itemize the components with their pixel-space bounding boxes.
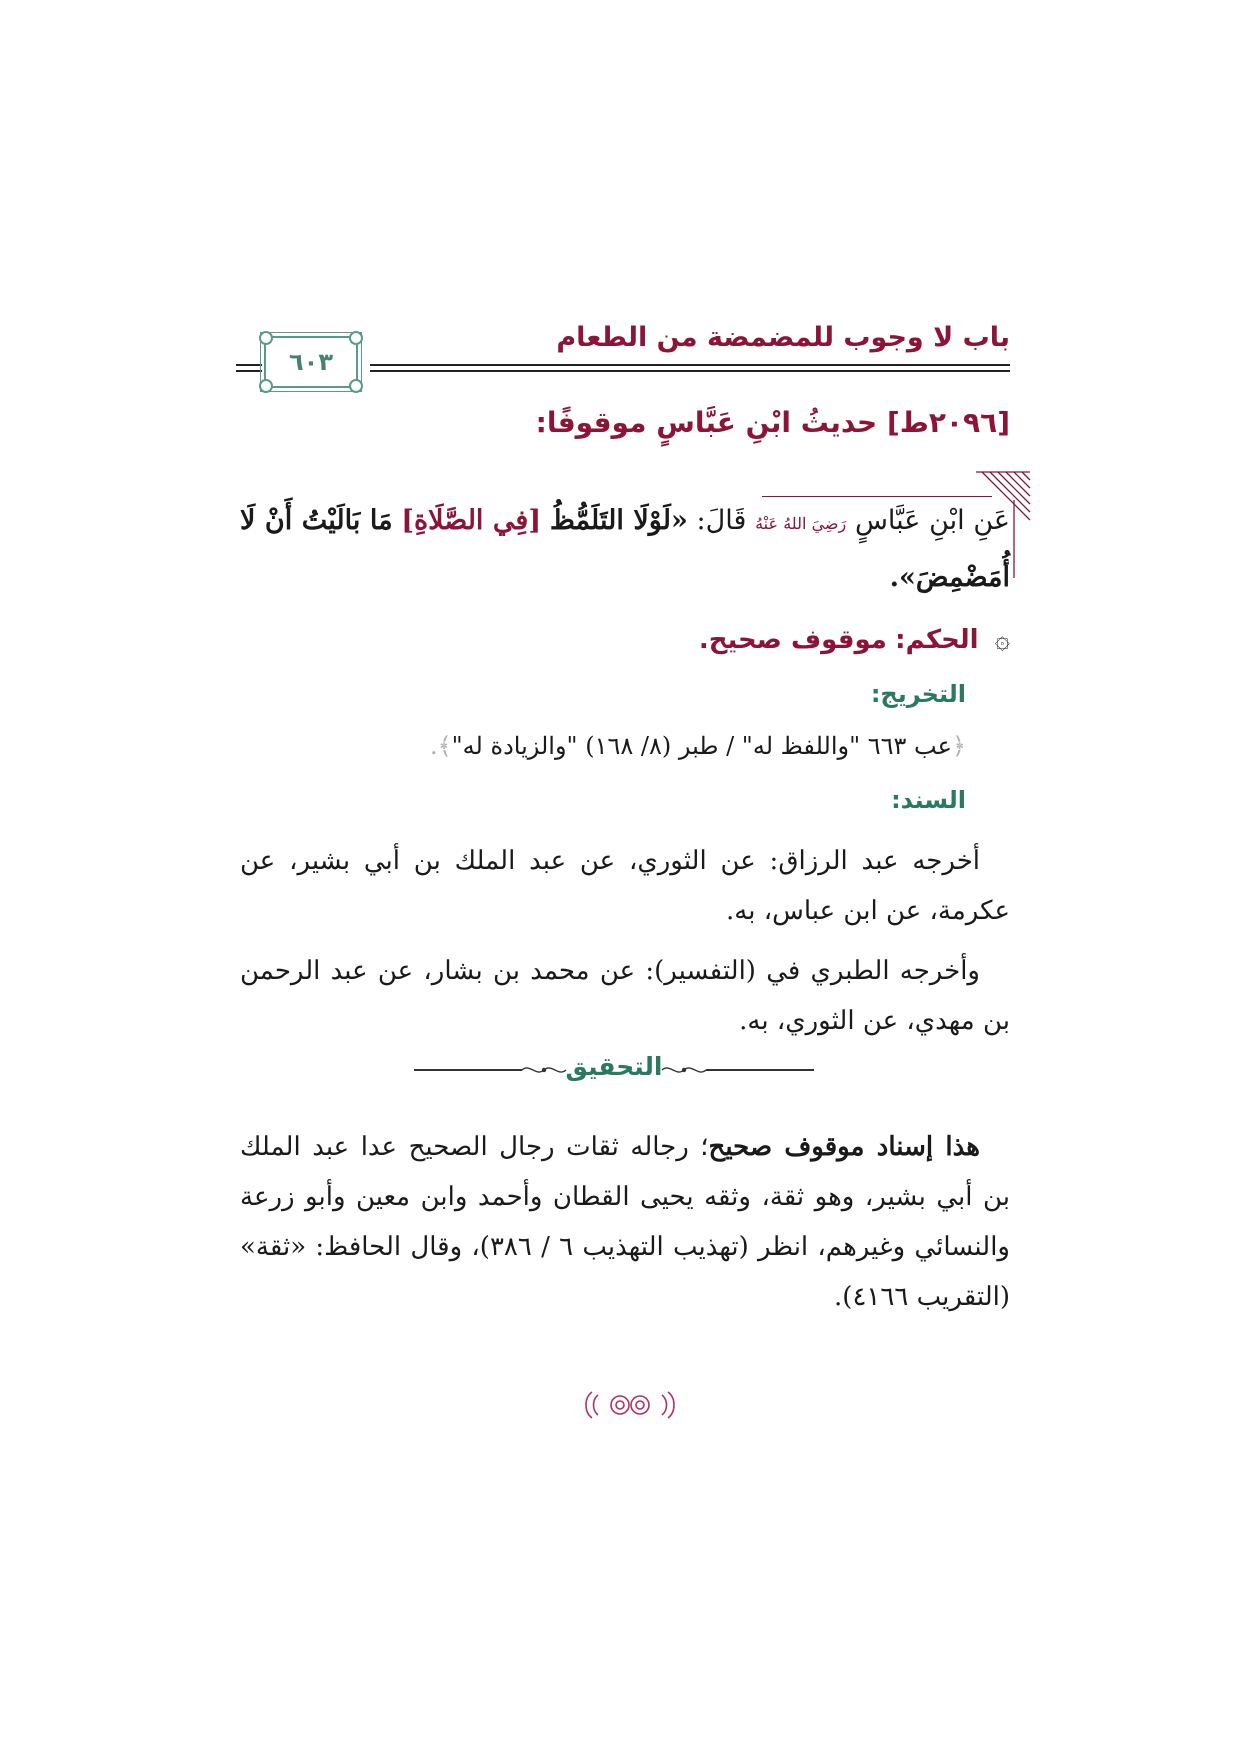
hadith-text-box xyxy=(240,470,1010,600)
ruling-label: الحكم: xyxy=(895,625,979,655)
header-rule xyxy=(370,364,1010,366)
sanad-paragraph-2: وأخرجه الطبري في (التفسير): عن محمد بن بشار، عن عبد الرحمن بن مهدي، عن الثوري، به. xyxy=(240,956,1010,1036)
quote-addition: [فِي الصَّلَاةِ] xyxy=(401,505,542,536)
tahqiq-paragraph xyxy=(240,1122,1010,1322)
end-ornament-icon xyxy=(582,1388,678,1422)
page-number: ٦٠٣ xyxy=(289,348,333,376)
page-number-frame xyxy=(264,336,358,388)
hadith-heading: [٢٠٩٦ط] حديثُ ابْنِ عَبَّاسٍ موقوفًا: xyxy=(535,406,1010,439)
quote-close: مَا بَالَيْتُ أَنْ لَا أُمَضْمِضَ». xyxy=(240,505,1010,593)
header-rule xyxy=(370,370,1010,372)
takhrij-line xyxy=(430,732,966,760)
narration-intro: عَنِ ابْنِ عَبَّاسٍ xyxy=(854,505,1010,536)
header-rule xyxy=(236,364,262,366)
ruling-value: موقوف صحيح. xyxy=(698,625,887,655)
hadith-text xyxy=(240,494,1010,605)
sanad-label: السند: xyxy=(891,786,966,814)
ruling-bullet-icon: ۞ xyxy=(994,625,1010,655)
tahqiq-divider xyxy=(414,1050,814,1090)
bracket-open: ﴿ xyxy=(951,732,966,760)
sanad-paragraph-1: أخرجه عبد الرزاق: عن الثوري، عن عبد الملك بن أبي بشير، عن عكرمة، عن ابن عباس، به. xyxy=(240,846,1010,926)
tahqiq-title: التحقيق xyxy=(565,1052,663,1081)
takhrij-label: التخريج: xyxy=(870,680,966,708)
tahqiq-text: ؛ رجاله ثقات رجال الصحيح عدا عبد الملك بن أبي بشير، وهو ثقة، وثقه يحيى القطان وأحمد وابن معين وأبو زرعة والنسائي وغيرهم، انظر (تهذيب التهذيب ٦ / ٣٨٦)، وقال الحافظ: «ثقة» (التقريب ٤١٦٦). xyxy=(240,1132,1010,1312)
chapter-title: باب لا وجوب للمضمضة من الطعام xyxy=(556,322,1010,353)
header-rule xyxy=(236,370,262,372)
takhrij-text: عب ٦٦٣ "واللفظ له" / طبر (٨/ ١٦٨) "والزيادة له" xyxy=(451,732,952,760)
page-header xyxy=(236,318,1010,388)
honorific: رَضِيَ اللهُ عَنْهُ xyxy=(755,514,847,533)
ruling-line xyxy=(699,625,1010,655)
bracket-close: ﴾. xyxy=(429,732,452,760)
quote-open: «لَوْلَا التَلَمُّظُ xyxy=(549,505,688,536)
tahqiq-lead: هذا إسناد موقوف صحيح xyxy=(708,1132,980,1162)
said-word: قَالَ: xyxy=(696,505,747,536)
